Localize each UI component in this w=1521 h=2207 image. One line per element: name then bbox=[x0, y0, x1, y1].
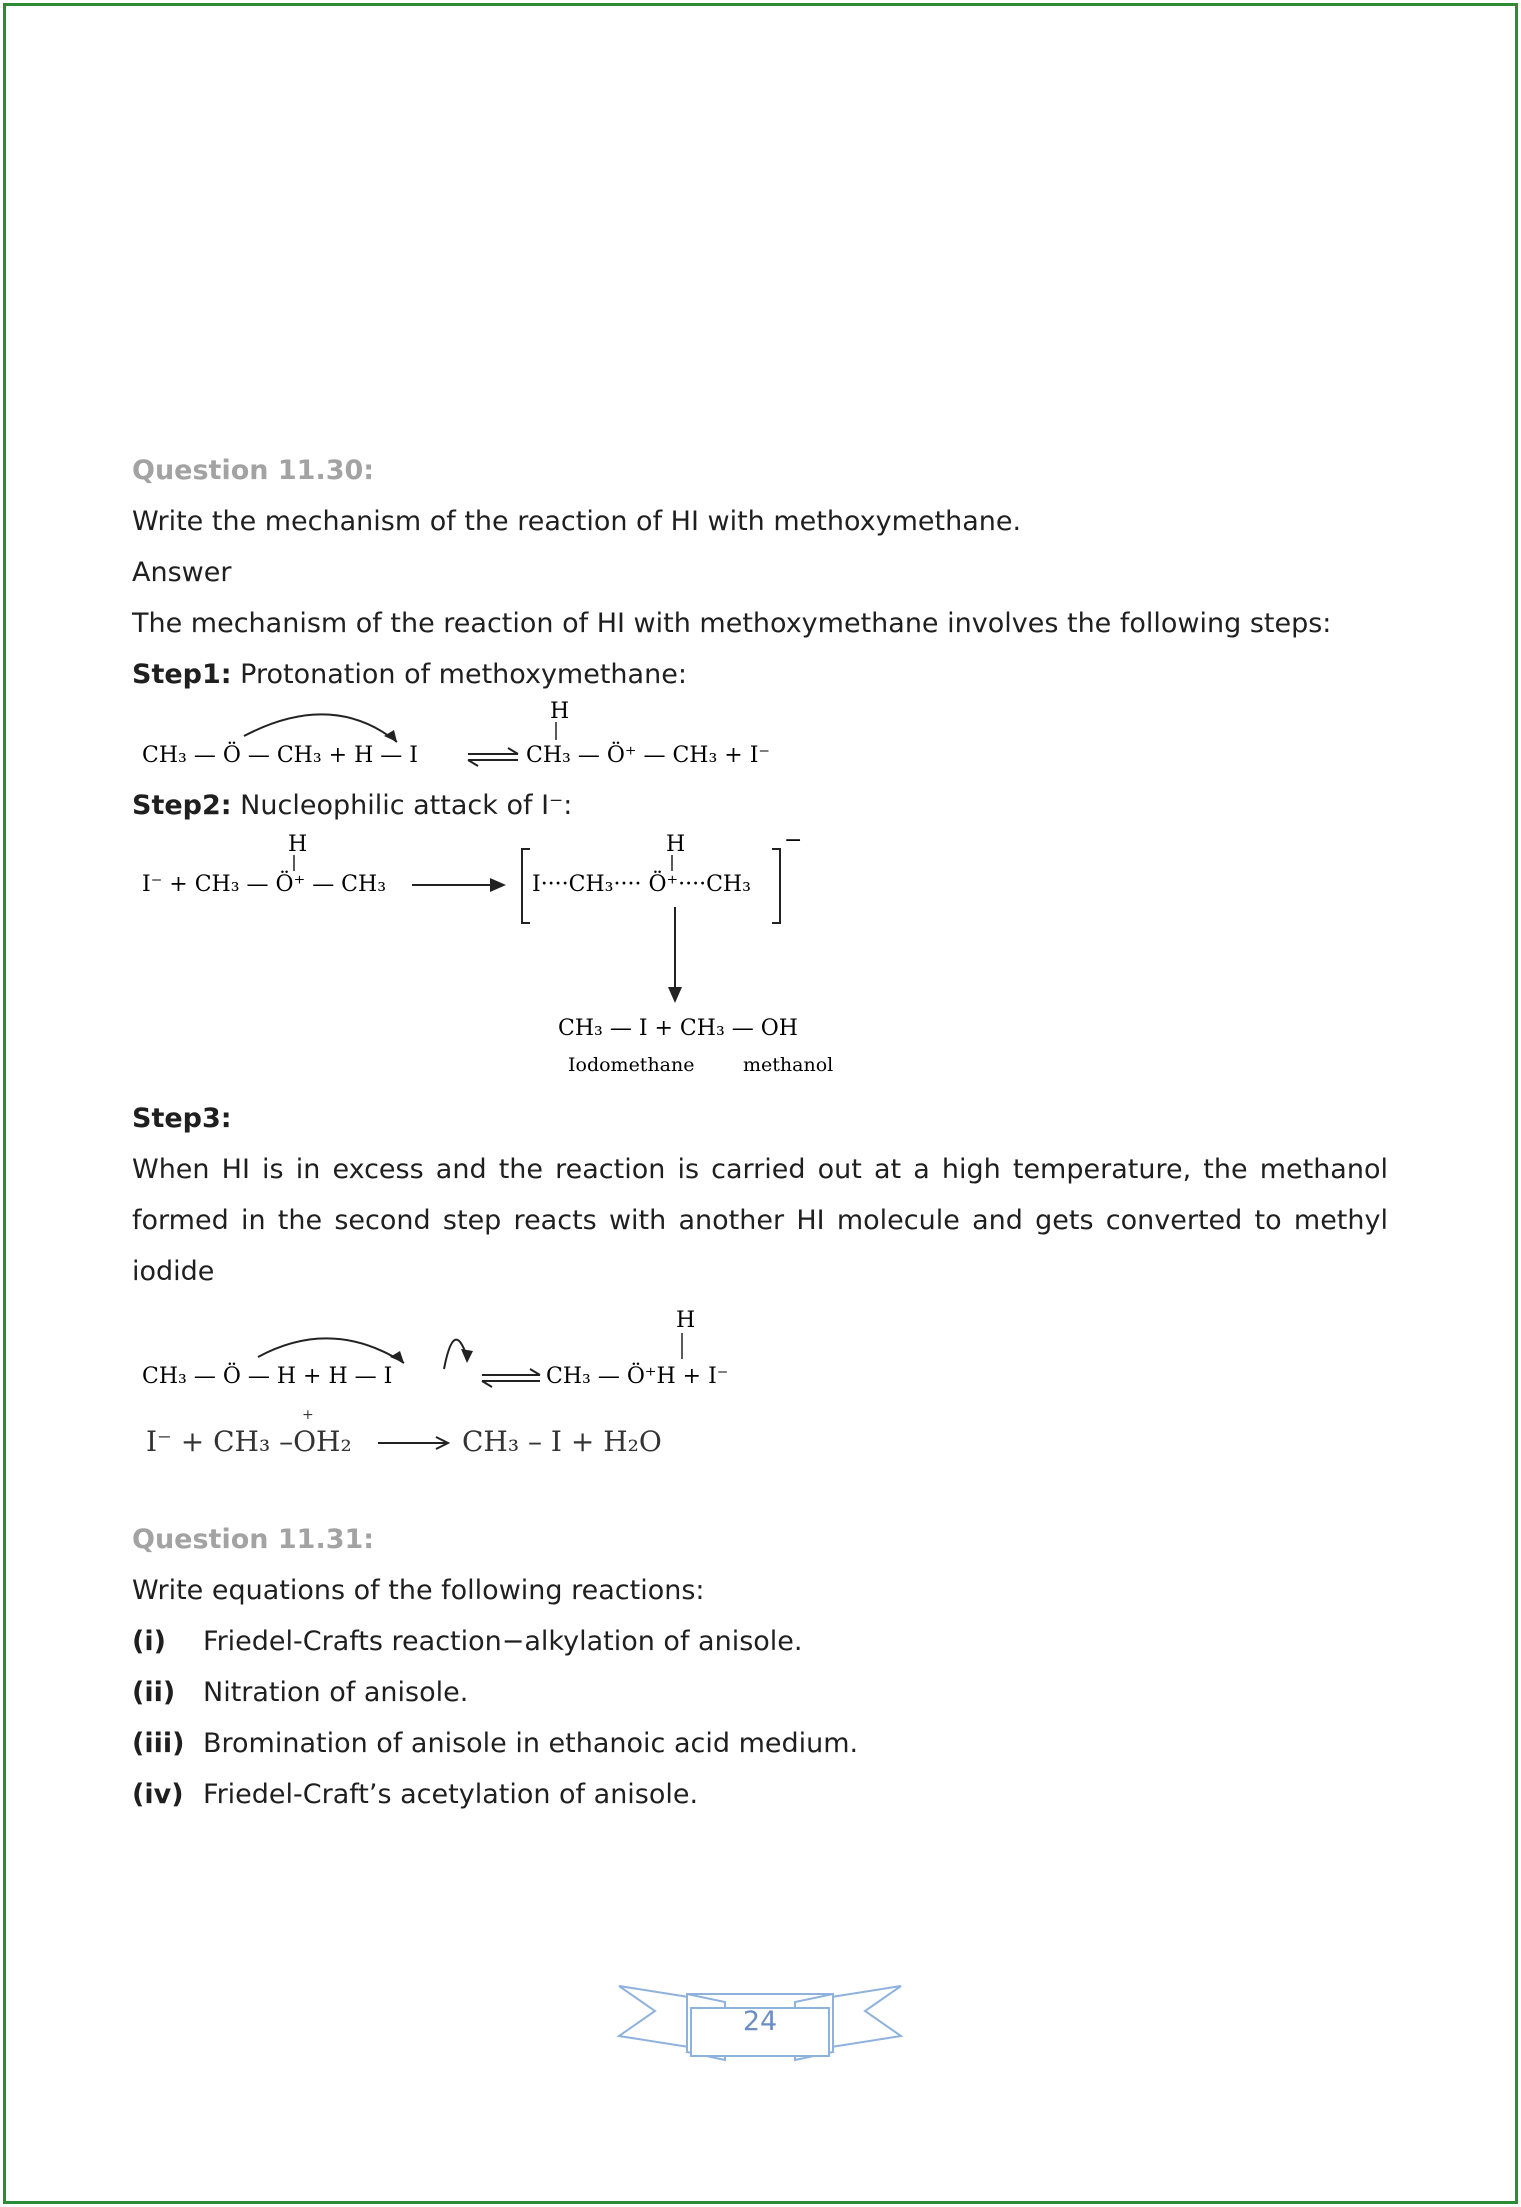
question-11-31-heading: Question 11.31: bbox=[132, 1524, 375, 1555]
list-item-number: (ii) bbox=[132, 1677, 176, 1708]
eq4-right: CH₃ – I + H₂O bbox=[462, 1425, 662, 1458]
eq3-right: CH₃ — Ö⁺H + I⁻ bbox=[546, 1364, 729, 1389]
page-number-ribbon bbox=[615, 1980, 905, 2070]
reaction-list bbox=[132, 1616, 1388, 1820]
question-11-30-heading: Question 11.30: bbox=[132, 455, 375, 486]
eq3-h: H bbox=[676, 1308, 696, 1333]
eq2-h-ts: H bbox=[666, 832, 686, 857]
eq2-charge: − bbox=[784, 831, 803, 853]
list-item bbox=[132, 1616, 1388, 1667]
eq2-transition-state: I····CH₃···· Ö⁺····CH₃ bbox=[532, 872, 751, 897]
list-item bbox=[132, 1667, 1388, 1718]
page-content bbox=[132, 446, 1388, 1820]
list-item-number: (iv) bbox=[132, 1779, 184, 1810]
step1-line bbox=[132, 649, 1388, 700]
list-item bbox=[132, 1718, 1388, 1769]
answer-intro: The mechanism of the reaction of HI with methoxymethane involves the following steps: bbox=[132, 608, 1332, 639]
step1-text: Protonation of methoxymethane: bbox=[240, 659, 687, 690]
answer-label: Answer bbox=[132, 557, 232, 588]
page-number: 24 bbox=[742, 2006, 778, 2037]
eq2-products: CH₃ — I + CH₃ — OH bbox=[558, 1016, 798, 1041]
list-item-text: Nitration of anisole. bbox=[203, 1677, 469, 1708]
eq1-h: H bbox=[550, 700, 570, 724]
list-item-text: Friedel-Crafts reaction−alkylation of anisole. bbox=[203, 1626, 803, 1657]
eq1-left: CH₃ — Ö — CH₃ + H — I bbox=[142, 743, 418, 768]
eq2-left: I⁻ + CH₃ — Ö⁺ — CH₃ bbox=[142, 872, 387, 897]
step1-label: Step1: bbox=[132, 659, 232, 690]
equation-protonation bbox=[132, 700, 1388, 780]
step3-text: When HI is in excess and the reaction is carried out at a high temperature, the methanol formed in the second step reacts with another HI molecule and gets converted to methyl iodide bbox=[132, 1154, 1388, 1287]
eq3-left: CH₃ — Ö — H + H — I bbox=[142, 1364, 393, 1389]
eq4-plus-charge: + bbox=[302, 1407, 314, 1423]
step2-line bbox=[132, 780, 1388, 831]
step2-label: Step2: bbox=[132, 790, 232, 821]
question-11-31-text: Write equations of the following reactions: bbox=[132, 1575, 705, 1606]
equation-methyl-iodide bbox=[132, 1399, 1388, 1477]
list-item-text: Friedel-Craft’s acetylation of anisole. bbox=[203, 1779, 699, 1810]
step3-label: Step3: bbox=[132, 1103, 232, 1134]
question-11-30-text: Write the mechanism of the reaction of HI with methoxymethane. bbox=[132, 506, 1022, 537]
list-item bbox=[132, 1769, 1388, 1820]
list-item-number: (i) bbox=[132, 1626, 166, 1657]
eq2-name-methanol: methanol bbox=[743, 1054, 834, 1076]
list-item-number: (iii) bbox=[132, 1728, 185, 1759]
list-item-text: Bromination of anisole in ethanoic acid medium. bbox=[203, 1728, 859, 1759]
equation-nucleophilic-attack bbox=[132, 831, 1388, 1093]
eq4-left: I⁻ + CH₃ –OH₂ bbox=[146, 1425, 352, 1458]
eq2-h-left: H bbox=[288, 832, 308, 857]
step2-text: Nucleophilic attack of I⁻: bbox=[240, 790, 573, 821]
eq1-right: CH₃ — Ö⁺ — CH₃ + I⁻ bbox=[526, 743, 771, 768]
equation-methanol-protonation bbox=[132, 1307, 1388, 1399]
eq2-name-iodomethane: Iodomethane bbox=[568, 1054, 695, 1076]
